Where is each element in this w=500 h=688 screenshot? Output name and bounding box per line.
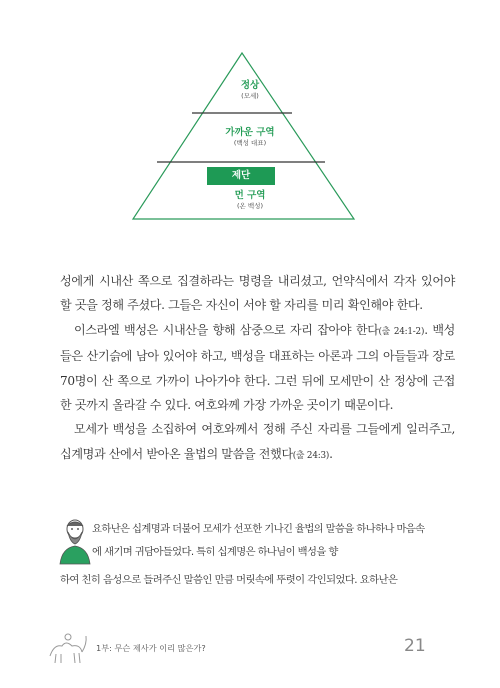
character-portrait-icon: [58, 518, 92, 566]
citation: (출 24:3): [292, 450, 330, 461]
near-zone-level: [0, 127, 500, 148]
pyramid-diagram: [0, 0, 500, 240]
camel-rider-icon: [44, 630, 92, 664]
footer-chapter-label: 1부: 무슨 제사가 이리 많은가?: [96, 643, 206, 653]
summit-sub: (모세): [241, 92, 259, 100]
far-zone-sub: (온 백성): [237, 202, 263, 210]
paragraph-3-end: .: [329, 446, 333, 461]
paragraph-2: [60, 318, 455, 418]
altar-box: 제단: [207, 167, 275, 185]
summit-title: 정상: [240, 80, 260, 91]
paragraph-2-rest: . 백성들은 산기슭에 남아 있어야 하고, 백성을 대표하는 아론과 그의 아들들과 장로 70명이 산 쪽으로 가까이 나아가야 한다. 그런 뒤에 모세만이 산 정상에 근접한 곳까지 올라갈 수 있다. 여호와께 가장 가까운 곳이기 때문이다.: [60, 322, 455, 413]
citation: (출 24:1-2): [378, 326, 425, 337]
far-zone-level: [0, 190, 500, 211]
near-zone-sub: (백성 대표): [233, 139, 267, 147]
near-zone-title: 가까운 구역: [225, 127, 275, 138]
paragraph-3-text: 모세가 백성을 소집하여 여호와께서 정해 주신 자리를 그들에게 일러주고, 십계명과 산에서 받아온 율법의 말씀을 전했다: [60, 422, 455, 461]
paragraph-3: [60, 417, 455, 468]
summit-level: [0, 80, 500, 101]
note-text-tail: 하여 친히 음성으로 들려주신 말씀인 만큼 머릿속에 뚜렷이 각인되었다. 요하난은: [60, 574, 398, 586]
page-number: 21: [404, 636, 426, 656]
paragraph-2-text: 이스라엘 백성은 시내산을 향해 삼중으로 자리 잡아야 한다: [74, 322, 379, 337]
far-zone-title: 먼 구역: [234, 190, 266, 201]
note-text: 요하난은 십계명과 더불어 모세가 선포한 기나긴 율법의 말씀을 하나하나 마음속에 새기며 귀담아들었다. 특히 십계명은 하나님이 백성을 향: [92, 523, 425, 558]
body-text: [60, 269, 455, 468]
paragraph-1: 성에게 시내산 쪽으로 집결하라는 명령을 내리셨고, 언약식에서 각자 있어야 할 곳을 정해 주셨다. 그들은 자신이 서야 할 자리를 미리 확인해야 한다.: [60, 274, 455, 313]
